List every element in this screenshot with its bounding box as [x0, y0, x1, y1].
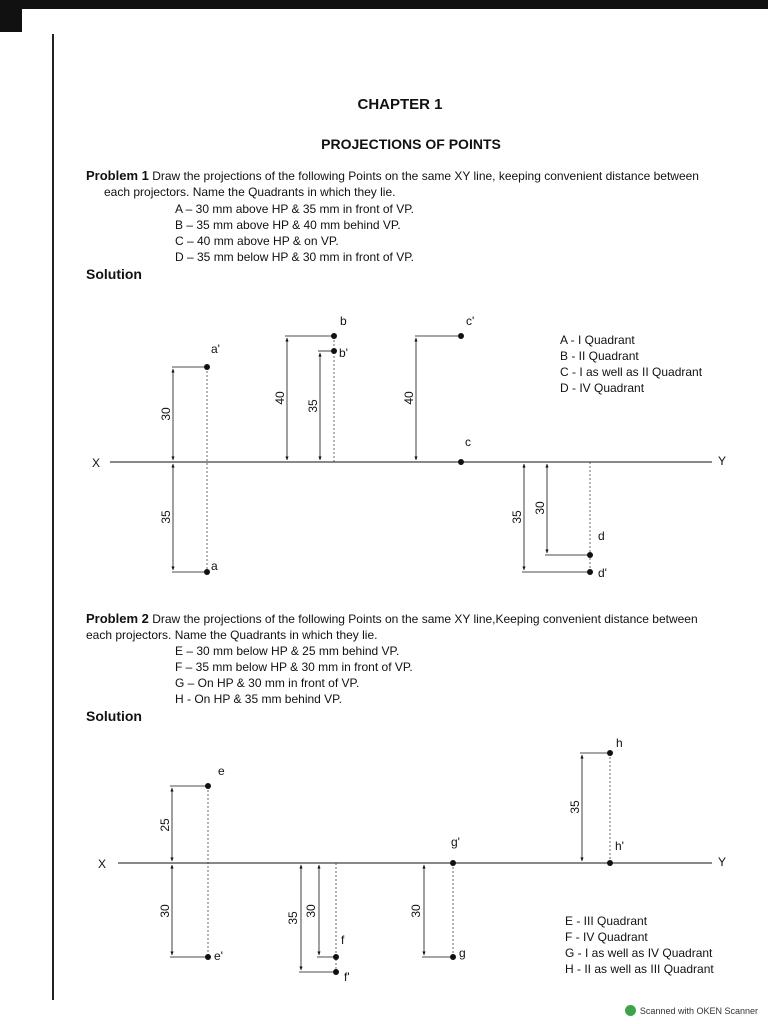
dim-a-30: 30	[159, 407, 173, 421]
label-a-prime: a'	[211, 342, 220, 356]
point-f-elevation	[333, 969, 339, 975]
quadrant-d: D - IV Quadrant	[560, 381, 645, 395]
label-b-prime: b'	[339, 346, 348, 360]
point-b-elevation	[331, 348, 337, 354]
label-h-prime: h'	[615, 839, 624, 853]
problem2-point-g: G – On HP & 30 mm in front of VP.	[175, 676, 360, 690]
point-d-elevation	[587, 569, 593, 575]
point-g-elevation	[450, 860, 456, 866]
label-c: c	[465, 435, 471, 449]
label-c-prime: c'	[466, 314, 475, 328]
label-f-prime: f'	[344, 970, 350, 984]
label-g-prime: g'	[451, 835, 460, 849]
quadrant-e: E - III Quadrant	[565, 914, 648, 928]
problem1-text-line2: each projectors. Name the Quadrants in which they lie.	[104, 185, 396, 199]
point-d-plan	[587, 552, 593, 558]
x-label: X	[98, 857, 107, 871]
point-a-elevation	[204, 364, 210, 370]
problem1-text: Draw the projections of the following Points on the same XY line, keeping convenient distance between	[152, 169, 699, 183]
label-f: f	[341, 933, 345, 947]
problem2-text-line2: each projectors. Name the Quadrants in which they lie.	[86, 628, 378, 642]
scanner-logo-icon	[625, 1005, 636, 1016]
chapter-heading: CHAPTER 1	[357, 96, 443, 113]
label-e-prime: e'	[214, 949, 223, 963]
problem2-diagram	[98, 736, 726, 984]
problem1-point-d: D – 35 mm below HP & 30 mm in front of VP.	[175, 250, 414, 264]
point-f-plan	[333, 954, 339, 960]
label-g: g	[459, 946, 466, 960]
label-e: e	[218, 764, 225, 778]
problem1-point-b: B – 35 mm above HP & 40 mm behind VP.	[175, 218, 401, 232]
point-h-plan	[607, 750, 613, 756]
quadrant-b: B - II Quadrant	[560, 349, 639, 363]
point-e-plan	[205, 783, 211, 789]
problem2-label: Problem 2	[86, 611, 149, 626]
point-b-plan	[331, 333, 337, 339]
dim-e-30: 30	[158, 904, 172, 918]
dim-b-35: 35	[306, 399, 320, 413]
point-c-elevation	[458, 333, 464, 339]
dim-h-35: 35	[568, 800, 582, 814]
problem1-solution-heading: Solution	[86, 266, 142, 282]
quadrant-a: A - I Quadrant	[560, 333, 635, 347]
dim-d-35: 35	[510, 510, 524, 524]
dim-b-40: 40	[273, 391, 287, 405]
dim-f-30: 30	[304, 904, 318, 918]
page-title: PROJECTIONS OF POINTS	[321, 136, 501, 152]
point-e-elevation	[205, 954, 211, 960]
problem1-point-c: C – 40 mm above HP & on VP.	[175, 234, 339, 248]
point-c-plan	[458, 459, 464, 465]
quadrant-h: H - II as well as III Quadrant	[565, 962, 714, 976]
dim-c-40: 40	[402, 391, 416, 405]
label-d: d	[598, 529, 605, 543]
problem2-point-f: F – 35 mm below HP & 30 mm in front of VP.	[175, 660, 413, 674]
scanner-watermark-text: Scanned with OKEN Scanner	[639, 1005, 758, 1016]
y-label: Y	[718, 855, 727, 869]
problem2-solution-heading: Solution	[86, 708, 142, 724]
x-label: X	[92, 456, 101, 470]
problem1-diagram	[92, 314, 726, 580]
dim-f-35: 35	[286, 911, 300, 925]
label-b: b	[340, 314, 347, 328]
point-a-plan	[204, 569, 210, 575]
dim-g-30: 30	[409, 904, 423, 918]
dim-a-35: 35	[159, 510, 173, 524]
y-label: Y	[718, 454, 727, 468]
dim-e-25: 25	[158, 818, 172, 832]
dim-d-30: 30	[533, 501, 547, 515]
problem1-label: Problem 1	[86, 168, 149, 183]
label-h: h	[616, 736, 623, 750]
problem1-point-a: A – 30 mm above HP & 35 mm in front of VP.	[175, 202, 415, 216]
point-h-elevation	[607, 860, 613, 866]
point-g-plan	[450, 954, 456, 960]
quadrant-g: G - I as well as IV Quadrant	[565, 946, 713, 960]
label-a: a	[211, 559, 218, 573]
quadrant-f: F - IV Quadrant	[565, 930, 648, 944]
scanner-watermark	[625, 1005, 758, 1016]
problem2-point-e: E – 30 mm below HP & 25 mm behind VP.	[175, 644, 400, 658]
label-d-prime: d'	[598, 566, 607, 580]
quadrant-c: C - I as well as II Quadrant	[560, 365, 703, 379]
problem2-text: Draw the projections of the following Points on the same XY line,Keeping convenient distance between	[152, 612, 698, 626]
problem2-point-h: H - On HP & 35 mm behind VP.	[175, 692, 342, 706]
